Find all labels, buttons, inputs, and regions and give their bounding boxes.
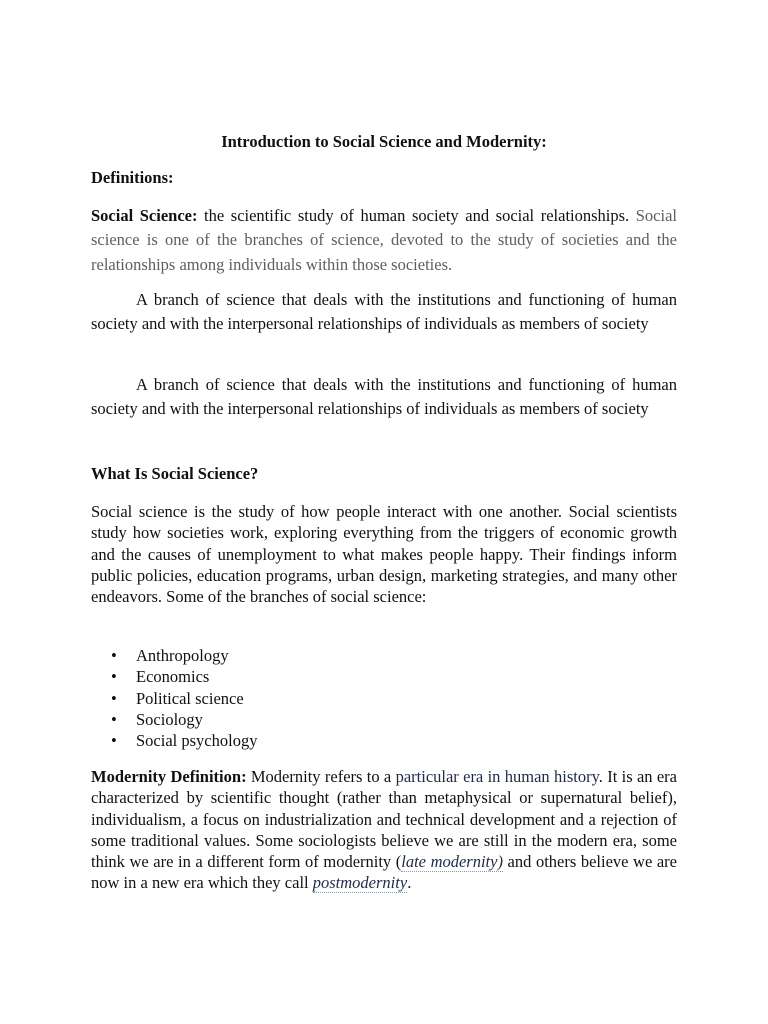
social-science-term: Social Science: bbox=[91, 206, 198, 225]
bullet-icon: • bbox=[111, 731, 117, 751]
list-item: • Economics bbox=[111, 667, 210, 687]
bullet-icon: • bbox=[111, 667, 117, 687]
social-science-def-text: the scientific study of human society and social relationships. bbox=[197, 206, 636, 225]
bullet-icon: • bbox=[111, 688, 117, 708]
modernity-definition: Modernity Definition: Modernity refers to a particular era in human history. It is an era characterized by scientific thought (rather than metaphysical or supernatural belief), individualism, a focus on industrialization and technical development and a rejection of some traditional values. Some sociologists believe we are still in the modern era, some think we are in a different form of modernity (late modernity) and others believe we are now in a new era which they call postmodernity. bbox=[91, 767, 678, 893]
document-title: Introduction to Social Science and Modernity: bbox=[221, 132, 547, 151]
list-item: • Anthropology bbox=[111, 646, 229, 665]
particular-era-link[interactable]: particular era in human history bbox=[395, 767, 599, 786]
what-is-social-science-paragraph: Social science is the study of how people interact with one another. Social scientists study how societies work, exploring everything from the triggers of economic growth and the causes of unemployment to what makes people happy. Their findings inform public policies, education programs, urban design, marketing strategies, and many other endeavors. Some of the branches of social science: bbox=[91, 502, 677, 607]
bullet-icon: • bbox=[111, 646, 117, 665]
branches-list bbox=[91, 645, 257, 751]
what-is-social-science-heading: What Is Social Science? bbox=[91, 464, 259, 483]
list-item: • Social psychology bbox=[111, 731, 258, 751]
list-item: • Political science bbox=[111, 688, 244, 708]
branch-paragraph-1: A branch of science that deals with the institutions and functioning of human society and with the interpersonal relationships of individuals as members of society bbox=[91, 290, 677, 334]
social-science-gray-text: Social science is one of the branches of science, devoted to the study of societies and the relationships among individuals within those societies. bbox=[91, 206, 677, 274]
definitions-heading: Definitions: bbox=[91, 168, 174, 187]
bullet-icon: • bbox=[111, 709, 117, 729]
postmodernity-link[interactable]: postmodernity bbox=[312, 873, 408, 893]
list-item: • Sociology bbox=[111, 709, 203, 729]
branch-paragraph-2: A branch of science that deals with the institutions and functioning of human society and with the interpersonal relationships of individuals as members of society bbox=[91, 375, 677, 419]
late-modernity-link[interactable]: late modernity) bbox=[401, 852, 503, 872]
social-science-definition bbox=[91, 204, 677, 277]
modernity-term: Modernity Definition: bbox=[91, 767, 247, 786]
